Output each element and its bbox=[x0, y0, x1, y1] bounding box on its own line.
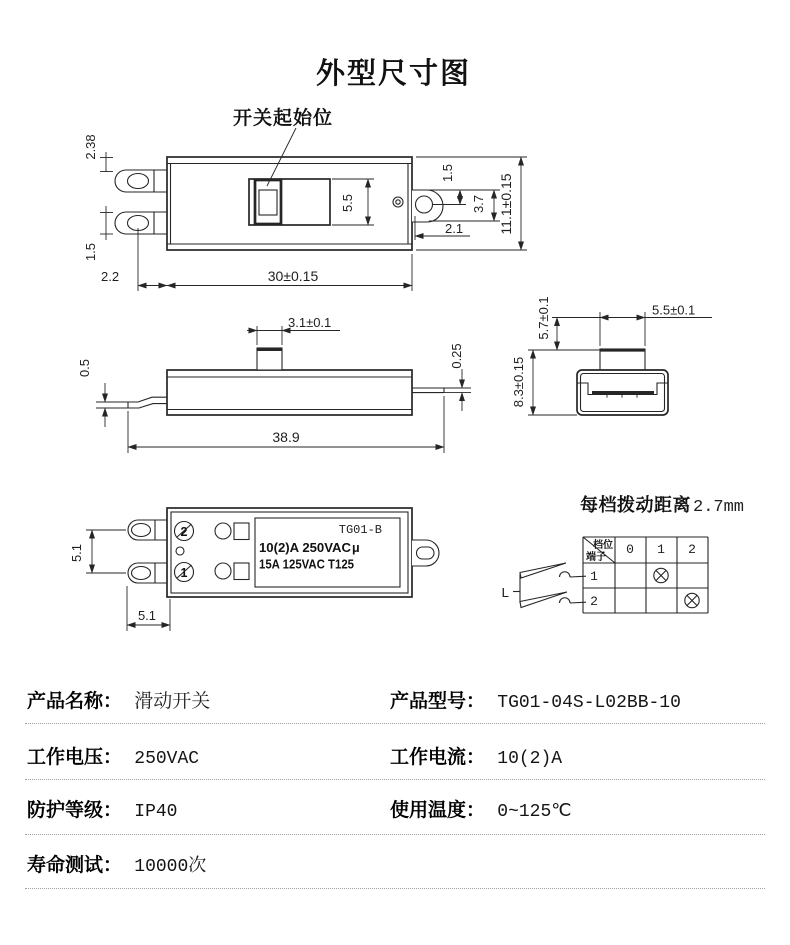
spec-label: 产品名称： bbox=[27, 691, 123, 712]
svg-text:0.5: 0.5 bbox=[77, 358, 92, 378]
dim-end-knob-height bbox=[536, 296, 600, 350]
svg-text:1.5: 1.5 bbox=[440, 163, 455, 183]
corner-label-position: 档位 bbox=[593, 540, 613, 551]
left-lead bbox=[128, 397, 167, 408]
spec-label: 使用温度： bbox=[390, 800, 486, 821]
side-knob bbox=[257, 348, 282, 370]
spec-label: 工作电压： bbox=[27, 747, 123, 768]
svg-text:5.7±0.1: 5.7±0.1 bbox=[536, 296, 551, 340]
dim-terminal-pitch bbox=[69, 530, 126, 573]
rating-line-2: 15A 125VAC T125 bbox=[259, 557, 355, 572]
switch-body-outline bbox=[167, 157, 412, 250]
terminal-row-2: 2 bbox=[590, 594, 598, 609]
spec-model bbox=[390, 686, 681, 713]
svg-text:5.1: 5.1 bbox=[69, 543, 84, 563]
dim-terminal-length bbox=[127, 586, 170, 631]
end-knob bbox=[600, 349, 645, 370]
spec-life-test bbox=[27, 850, 206, 877]
end-slider-bar bbox=[592, 391, 654, 394]
on-mark-terminal-1-position-1 bbox=[654, 568, 668, 582]
spec-value: IP40 bbox=[134, 802, 178, 822]
dim-tip-to-body bbox=[101, 228, 167, 291]
dim-right-lead-thickness bbox=[444, 343, 471, 411]
svg-text:2.38: 2.38 bbox=[83, 134, 98, 160]
contact-dome-2 bbox=[560, 598, 571, 603]
terminal-lug-upper bbox=[115, 170, 167, 192]
spec-label: 产品型号： bbox=[390, 691, 486, 712]
svg-text:3.1±0.1: 3.1±0.1 bbox=[288, 315, 332, 330]
corner-label-terminal: 端子 bbox=[586, 552, 606, 563]
spec-value: 10000次 bbox=[134, 857, 207, 877]
svg-text:2: 2 bbox=[180, 525, 188, 539]
side-view-drawing bbox=[77, 315, 471, 453]
position-2: 2 bbox=[688, 542, 696, 557]
rating-line-1: 10(2)A 250VAC bbox=[259, 541, 351, 555]
travel-distance-value: 2.7mm bbox=[693, 498, 745, 517]
page-title: 外型尺寸图 bbox=[316, 58, 472, 90]
model-number: TG01-B bbox=[338, 523, 382, 537]
terminal-lug-upper-bottom bbox=[128, 520, 167, 540]
travel-distance-label: 每档拨动距离 bbox=[580, 495, 691, 515]
spec-product-name bbox=[27, 686, 210, 713]
switch-schematic bbox=[501, 563, 586, 608]
top-view-drawing bbox=[83, 106, 527, 291]
spec-value: TG01-04S-L02BB-10 bbox=[497, 693, 681, 713]
callout-switch-start-position: 开关起始位 bbox=[233, 108, 334, 129]
svg-text:1.5: 1.5 bbox=[83, 242, 98, 262]
on-mark-terminal-2-position-2 bbox=[685, 593, 699, 607]
bottom-view-drawing bbox=[69, 508, 439, 631]
spec-value: 10(2)A bbox=[497, 749, 563, 769]
dim-end-knob-width bbox=[600, 303, 712, 347]
dim-knob-width bbox=[247, 315, 340, 345]
svg-text:5.5: 5.5 bbox=[340, 193, 355, 213]
separator bbox=[25, 779, 765, 780]
position-0: 0 bbox=[626, 542, 634, 557]
spec-value: 250VAC bbox=[134, 749, 200, 769]
spec-temperature bbox=[390, 795, 572, 822]
spec-value: 滑动开关 bbox=[134, 691, 211, 712]
spec-label: 寿命测试： bbox=[27, 855, 123, 876]
spec-value: 0~125℃ bbox=[497, 802, 572, 822]
spec-current bbox=[390, 742, 562, 769]
svg-text:8.3±0.15: 8.3±0.15 bbox=[511, 356, 526, 408]
dim-body-length bbox=[167, 254, 412, 291]
spec-voltage bbox=[27, 742, 199, 769]
end-view-drawing bbox=[511, 296, 712, 415]
terminal-lug-lower-bottom bbox=[128, 563, 167, 583]
separator bbox=[25, 723, 765, 724]
svg-text:5.1: 5.1 bbox=[137, 608, 157, 623]
dim-terminal-offset bbox=[83, 134, 113, 171]
spec-label: 防护等级： bbox=[27, 800, 123, 821]
svg-text:38.9: 38.9 bbox=[272, 429, 300, 445]
spec-protection bbox=[27, 795, 178, 822]
terminal-lug-lower bbox=[115, 212, 167, 234]
separator bbox=[25, 888, 765, 889]
live-terminal-label: L bbox=[501, 586, 510, 602]
approval-mark: μ bbox=[352, 541, 360, 555]
function-table bbox=[501, 494, 744, 613]
svg-text:11.1±0.15: 11.1±0.15 bbox=[498, 173, 514, 235]
separator bbox=[25, 834, 765, 835]
dim-left-lead-thickness bbox=[77, 359, 128, 427]
svg-text:30±0.15: 30±0.15 bbox=[267, 268, 319, 284]
svg-text:1: 1 bbox=[180, 566, 188, 580]
mounting-ear-top-view bbox=[412, 190, 443, 222]
mounting-ear-bottom-view bbox=[412, 540, 439, 566]
svg-text:2.1: 2.1 bbox=[445, 221, 464, 236]
contact-dome-1 bbox=[560, 572, 571, 577]
position-1: 1 bbox=[657, 542, 665, 557]
svg-text:3.7: 3.7 bbox=[471, 194, 486, 214]
spec-label: 工作电流： bbox=[390, 747, 486, 768]
right-lead bbox=[412, 388, 444, 393]
svg-text:0.25: 0.25 bbox=[449, 343, 464, 369]
terminal-row-1: 1 bbox=[590, 569, 598, 584]
svg-text:2.2: 2.2 bbox=[101, 269, 120, 284]
dim-terminal-gap bbox=[83, 206, 113, 261]
svg-text:5.5±0.1: 5.5±0.1 bbox=[652, 302, 696, 318]
